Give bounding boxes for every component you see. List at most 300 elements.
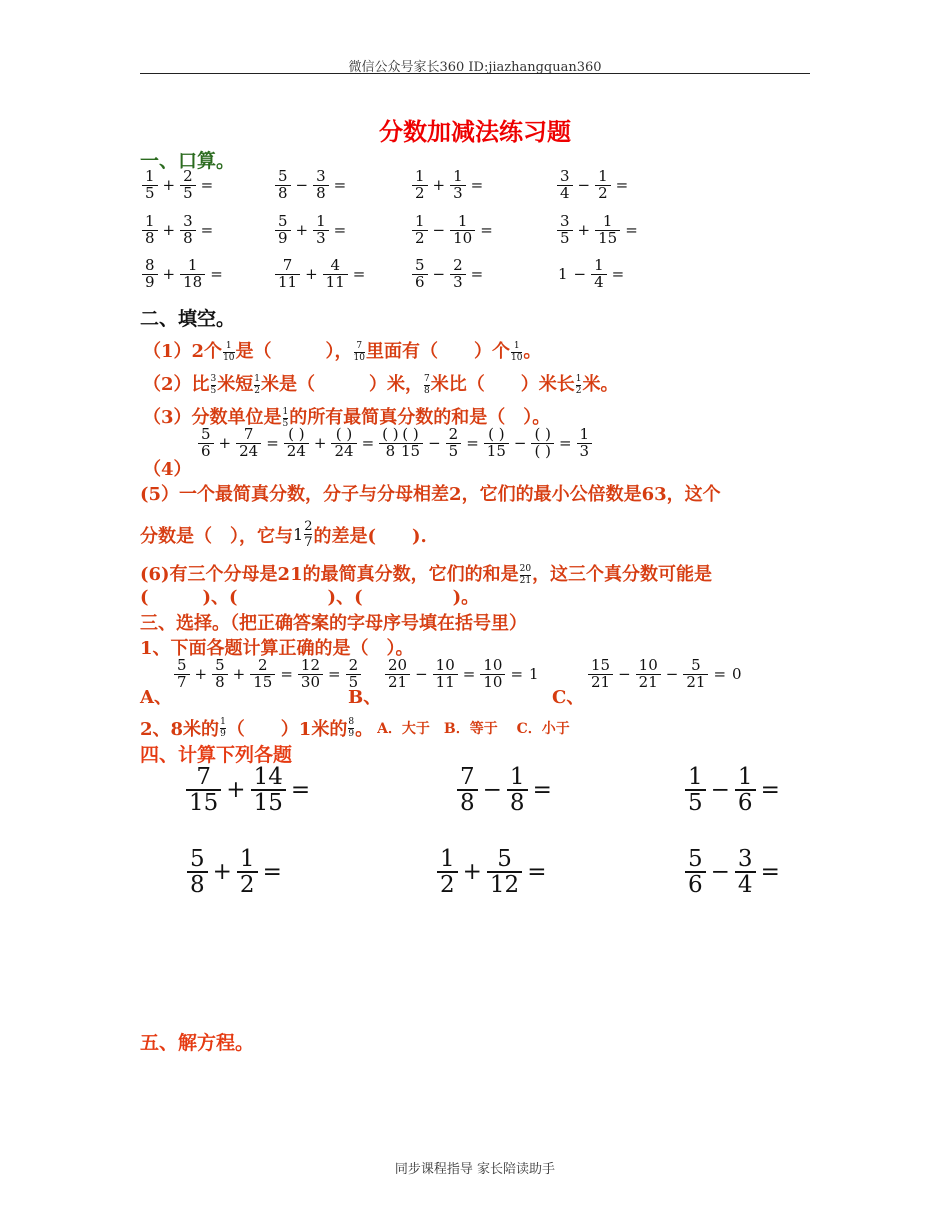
fraction bbox=[683, 658, 708, 691]
calc-item bbox=[683, 847, 783, 897]
numerator: ( ) bbox=[488, 425, 505, 443]
oral-calc-item bbox=[555, 258, 627, 291]
numerator: 14 bbox=[253, 764, 283, 790]
fraction bbox=[323, 258, 348, 291]
operator: − bbox=[482, 777, 502, 804]
fraction bbox=[211, 375, 217, 396]
denominator: 9 bbox=[348, 728, 355, 739]
operator: 1 bbox=[529, 665, 539, 684]
operator: + bbox=[305, 265, 318, 284]
denominator: 8 bbox=[278, 183, 288, 202]
denominator: 8 bbox=[190, 872, 205, 899]
denominator: 8 bbox=[183, 228, 193, 247]
denominator: 21 bbox=[638, 672, 658, 691]
fraction bbox=[595, 214, 620, 247]
numerator: 8 bbox=[348, 716, 355, 727]
operator: = bbox=[200, 176, 214, 195]
denominator: 2 bbox=[415, 183, 425, 202]
numerator: 2 bbox=[258, 656, 268, 674]
denominator: 30 bbox=[300, 672, 321, 691]
denominator: 24 bbox=[286, 441, 306, 460]
calc-item bbox=[184, 765, 313, 815]
operator: = bbox=[470, 265, 484, 284]
numerator: 1 bbox=[457, 212, 468, 230]
numerator: 1 bbox=[579, 425, 590, 443]
fill-question-4-label: （4） bbox=[143, 459, 192, 480]
denominator: 2 bbox=[254, 385, 260, 396]
numerator: 5 bbox=[215, 656, 225, 674]
oral-calc-item bbox=[140, 214, 216, 247]
operator: + bbox=[577, 221, 591, 240]
operator: + bbox=[313, 434, 327, 453]
operator: − bbox=[710, 859, 730, 886]
calc-item bbox=[435, 847, 549, 897]
numerator: 10 bbox=[638, 656, 658, 674]
operator: − bbox=[513, 434, 527, 453]
denominator: 5 bbox=[282, 418, 289, 429]
fraction bbox=[457, 765, 478, 815]
fraction bbox=[735, 847, 756, 897]
numerator: ( ) bbox=[335, 425, 353, 443]
fraction bbox=[591, 258, 607, 291]
operator: = bbox=[200, 221, 214, 240]
denominator: 3 bbox=[316, 228, 326, 247]
fraction bbox=[142, 214, 158, 247]
operator: + bbox=[432, 176, 446, 195]
numerator: 10 bbox=[483, 656, 503, 674]
fraction bbox=[180, 214, 196, 247]
operator: = bbox=[713, 665, 727, 684]
fraction bbox=[557, 214, 573, 247]
numerator: 1 bbox=[513, 340, 520, 351]
operator: = bbox=[611, 265, 625, 284]
fraction bbox=[223, 342, 234, 363]
numerator: 20 bbox=[519, 563, 532, 574]
numerator: 2 bbox=[453, 256, 463, 274]
numerator: ( ) bbox=[288, 425, 305, 443]
numerator: 5 bbox=[415, 256, 425, 274]
oral-calc-item bbox=[273, 169, 349, 202]
oral-calc-item bbox=[140, 258, 226, 291]
operator: + bbox=[232, 665, 246, 684]
denominator: 15 bbox=[189, 790, 219, 817]
operator: = bbox=[290, 777, 311, 804]
fraction bbox=[284, 427, 309, 460]
numerator: 1 bbox=[145, 212, 155, 230]
fraction bbox=[511, 342, 522, 363]
fraction bbox=[433, 658, 458, 691]
fraction bbox=[298, 658, 323, 691]
denominator: 5 bbox=[145, 183, 155, 202]
numerator: 7 bbox=[356, 340, 363, 351]
numerator: 2 bbox=[348, 656, 359, 674]
denominator: 9 bbox=[278, 228, 288, 247]
fraction bbox=[735, 765, 756, 815]
numerator: 5 bbox=[688, 846, 703, 872]
numerator: ( ) bbox=[382, 425, 399, 443]
denominator: 11 bbox=[435, 672, 455, 691]
fill-equation bbox=[396, 427, 594, 460]
denominator: 15 bbox=[486, 441, 506, 460]
numerator: 1 bbox=[316, 212, 326, 230]
numerator: 1 bbox=[440, 846, 455, 872]
fraction bbox=[348, 718, 354, 739]
numerator: 3 bbox=[316, 167, 326, 185]
fraction bbox=[198, 427, 214, 460]
fill-question-6-line1: (6)有三个分母是21的最简真分数，它们的和是 $\frac{20}{21}$ ，这三个真分数可能是 bbox=[140, 563, 713, 586]
denominator: 3 bbox=[453, 183, 463, 202]
fraction bbox=[450, 258, 466, 291]
oral-calc-item bbox=[555, 214, 641, 247]
fill-question-5-line2: 分数是（ ），它与 1 2 7 的差是( ). bbox=[140, 519, 427, 550]
fraction bbox=[212, 658, 228, 691]
numerator: ( ) bbox=[534, 425, 551, 443]
fraction bbox=[412, 214, 428, 247]
fill-equation bbox=[196, 427, 404, 460]
fraction bbox=[437, 847, 458, 897]
denominator: 24 bbox=[239, 441, 259, 460]
operator: − bbox=[710, 777, 730, 804]
denominator: 15 bbox=[253, 790, 283, 817]
denominator: 5 bbox=[560, 228, 570, 247]
fraction bbox=[450, 214, 475, 247]
denominator: 2 bbox=[598, 183, 608, 202]
header-rule bbox=[140, 73, 810, 74]
denominator: 6 bbox=[688, 872, 703, 899]
fraction bbox=[531, 427, 553, 460]
numerator: 5 bbox=[278, 167, 288, 185]
option-a-label: A、 bbox=[140, 687, 172, 708]
mixed-number: 1 2 7 bbox=[293, 519, 313, 550]
fraction bbox=[480, 658, 505, 691]
numerator: 20 bbox=[388, 656, 408, 674]
operator: = bbox=[760, 859, 780, 886]
operator: − bbox=[618, 665, 631, 684]
numerator: 7 bbox=[282, 256, 293, 274]
numerator: 3 bbox=[560, 167, 570, 185]
numerator: 5 bbox=[691, 656, 701, 674]
fraction bbox=[275, 169, 291, 202]
numerator: 10 bbox=[435, 656, 455, 674]
numerator: 5 bbox=[190, 846, 205, 872]
denominator: 5 bbox=[348, 672, 359, 691]
numerator: 7 bbox=[424, 373, 430, 384]
operator: = bbox=[760, 777, 780, 804]
numerator: 1 bbox=[575, 373, 582, 384]
operator: − bbox=[295, 176, 309, 195]
operator: + bbox=[218, 434, 232, 453]
denominator: 8 bbox=[509, 790, 525, 817]
fill-question-3: （3）分数单位是 $\frac{1}{5}$ 的所有最简真分数的和是（ ）。 bbox=[143, 406, 551, 429]
fill-question-5-line1: (5）一个最简真分数，分子与分母相差2，它们的最小公倍数是63，这个 bbox=[140, 484, 721, 505]
operator: = bbox=[466, 434, 479, 453]
operator: = bbox=[532, 777, 552, 804]
denominator: 5 bbox=[210, 385, 217, 396]
operator: − bbox=[665, 665, 679, 684]
operator: = bbox=[262, 859, 282, 886]
fraction bbox=[424, 375, 430, 396]
numerator: 1 bbox=[594, 256, 604, 274]
fraction bbox=[520, 565, 531, 586]
operator: + bbox=[162, 265, 176, 284]
fraction bbox=[557, 169, 573, 202]
option-b-label: B、 bbox=[348, 687, 382, 708]
numerator: 7 bbox=[243, 425, 254, 443]
page-title: 分数加减法练习题 bbox=[379, 117, 571, 146]
denominator: 8 bbox=[385, 441, 396, 460]
fraction bbox=[685, 765, 706, 815]
numerator: 1 bbox=[688, 764, 703, 790]
operator: + bbox=[162, 176, 176, 195]
numerator: 15 bbox=[591, 656, 611, 674]
operator: − bbox=[577, 176, 591, 195]
operator: = bbox=[470, 176, 484, 195]
numerator: 1 bbox=[239, 846, 255, 872]
numerator: 3 bbox=[183, 212, 193, 230]
option-c-label: C、 bbox=[552, 687, 585, 708]
fraction bbox=[588, 658, 613, 691]
numerator: 3 bbox=[737, 846, 753, 872]
numerator: 5 bbox=[177, 656, 187, 674]
fraction bbox=[354, 342, 365, 363]
denominator: 8 bbox=[316, 183, 326, 202]
denominator: 5 bbox=[448, 441, 459, 460]
denominator: 11 bbox=[325, 272, 345, 291]
numerator: 1 bbox=[225, 340, 232, 351]
fraction bbox=[186, 765, 221, 815]
fraction bbox=[142, 169, 158, 202]
denominator: 8 bbox=[424, 385, 430, 396]
numerator: 1 bbox=[254, 373, 260, 384]
numerator: 5 bbox=[497, 846, 512, 872]
fraction bbox=[412, 169, 428, 202]
numerator: 4 bbox=[330, 256, 340, 274]
operator: = bbox=[280, 665, 293, 684]
fraction bbox=[313, 169, 329, 202]
operator: = bbox=[352, 265, 366, 284]
operator: 0 bbox=[732, 665, 742, 684]
operator: = bbox=[510, 665, 524, 684]
numerator: 5 bbox=[201, 425, 211, 443]
numerator: 1 bbox=[187, 256, 198, 274]
denominator: 7 bbox=[177, 672, 187, 691]
fraction bbox=[180, 169, 196, 202]
operator: = bbox=[615, 176, 629, 195]
denominator: 24 bbox=[334, 441, 354, 460]
fraction bbox=[576, 375, 582, 396]
numerator: 7 bbox=[460, 764, 475, 790]
denominator: 10 bbox=[223, 352, 235, 363]
fraction bbox=[577, 427, 593, 460]
fill-question-2: （2）比 $\frac{3}{5}$ 米短 $\frac{1}{2}$ 米是（ ）米， $\frac{7}{8}$ 米比（ ）米长 $\frac{1}{2}$ 米。 bbox=[143, 373, 619, 396]
denominator: 8 bbox=[460, 790, 475, 817]
denominator: 4 bbox=[737, 872, 753, 899]
denominator: 2 bbox=[575, 385, 582, 396]
numerator: 3 bbox=[560, 212, 570, 230]
operator: + bbox=[226, 777, 246, 804]
operator: + bbox=[462, 859, 482, 886]
section3-heading: 三、选择。（把正确答案的字母序号填在括号里） bbox=[140, 613, 527, 634]
section5-heading: 五、解方程。 bbox=[140, 1032, 255, 1054]
denominator: 21 bbox=[591, 672, 611, 691]
fraction bbox=[254, 375, 260, 396]
operator: + bbox=[212, 859, 232, 886]
denominator: 4 bbox=[560, 183, 570, 202]
operator: = bbox=[480, 221, 493, 240]
numerator: 12 bbox=[300, 656, 321, 674]
fraction bbox=[275, 214, 291, 247]
calc-item bbox=[455, 765, 555, 815]
oral-calc-item bbox=[273, 258, 368, 291]
denominator: 9 bbox=[220, 728, 226, 739]
denominator: 3 bbox=[579, 441, 590, 460]
numerator: 1 bbox=[602, 212, 613, 230]
option-a-expression bbox=[172, 658, 363, 691]
denominator: 10 bbox=[353, 352, 365, 363]
operator: = bbox=[333, 176, 347, 195]
fill-question-6-line2: ( )、( )、( )。 bbox=[140, 587, 480, 608]
denominator: 15 bbox=[253, 672, 273, 691]
fraction bbox=[174, 658, 190, 691]
operator: = bbox=[333, 221, 347, 240]
fraction bbox=[251, 765, 286, 815]
numerator: 1 bbox=[509, 764, 525, 790]
operator: + bbox=[194, 665, 208, 684]
denominator: 2 bbox=[440, 872, 455, 899]
numerator: 1 bbox=[737, 764, 753, 790]
operator: + bbox=[295, 221, 309, 240]
denominator: 8 bbox=[215, 672, 225, 691]
numerator: 1 bbox=[415, 167, 425, 185]
numerator: 2 bbox=[183, 167, 193, 185]
denominator: 8 bbox=[145, 228, 155, 247]
fraction bbox=[180, 258, 205, 291]
operator: − bbox=[415, 665, 428, 684]
numerator: 2 bbox=[448, 425, 459, 443]
oral-calc-item bbox=[273, 214, 349, 247]
fraction bbox=[685, 847, 706, 897]
denominator: 6 bbox=[201, 441, 211, 460]
operator: = bbox=[462, 665, 476, 684]
fraction bbox=[250, 658, 275, 691]
operator: = bbox=[527, 859, 547, 886]
denominator: 12 bbox=[489, 872, 520, 899]
fraction bbox=[236, 427, 261, 460]
denominator: 5 bbox=[688, 790, 703, 817]
oral-calc-item bbox=[140, 169, 216, 202]
numerator: 7 bbox=[196, 764, 211, 790]
fraction bbox=[313, 214, 329, 247]
operator: = bbox=[266, 434, 279, 453]
denominator: 4 bbox=[594, 272, 604, 291]
denominator: 2 bbox=[239, 872, 255, 899]
denominator: 18 bbox=[183, 272, 203, 291]
numerator: 8 bbox=[145, 256, 155, 274]
section1-heading: 一、口算。 bbox=[140, 150, 236, 172]
denominator: 21 bbox=[519, 575, 532, 586]
denominator: 10 bbox=[510, 352, 523, 363]
choice-options: A．大于 B．等于 C．小于 bbox=[377, 721, 570, 737]
denominator: 3 bbox=[453, 272, 463, 291]
denominator: 6 bbox=[415, 272, 425, 291]
numerator: 1 bbox=[145, 167, 155, 185]
choice-question-2: 2、8米的 1 9 （ ）1米的 8 9 。 A．大于 B．等于 C．小于 bbox=[140, 716, 570, 740]
fraction bbox=[595, 169, 611, 202]
fraction bbox=[331, 427, 356, 460]
fill-question-1: （1）2个 $\frac{1}{10}$ 是（ ）， $\frac{7}{10}$ 里面有（ ）个 $\frac{1}{10}$ 。 bbox=[143, 340, 542, 363]
page-footer: 同步课程指导 家长陪读助手 bbox=[394, 1162, 556, 1177]
numerator: 1 bbox=[282, 406, 289, 417]
operator: − bbox=[428, 434, 441, 453]
calc-item bbox=[185, 847, 285, 897]
operator: − bbox=[432, 221, 446, 240]
operator: = bbox=[361, 434, 375, 453]
numerator: 1 bbox=[598, 167, 608, 185]
numerator: 1 bbox=[415, 212, 425, 230]
operator: 1 bbox=[558, 265, 568, 284]
fraction bbox=[187, 847, 208, 897]
fraction bbox=[220, 718, 226, 739]
option-c-expression bbox=[586, 658, 745, 691]
operator: = bbox=[625, 221, 638, 240]
fraction bbox=[237, 847, 258, 897]
fraction bbox=[398, 427, 423, 460]
denominator: 11 bbox=[278, 272, 298, 291]
operator: − bbox=[573, 265, 587, 284]
operator: = bbox=[328, 665, 341, 684]
fraction bbox=[142, 258, 158, 291]
numerator: 1 bbox=[453, 167, 463, 185]
denominator: 10 bbox=[453, 228, 473, 247]
denominator: 9 bbox=[145, 272, 155, 291]
denominator: ( ) bbox=[534, 441, 551, 460]
section4-heading: 四、计算下列各题 bbox=[140, 744, 293, 766]
numerator: 3 bbox=[210, 373, 217, 384]
fraction bbox=[507, 765, 528, 815]
operator: = bbox=[210, 265, 223, 284]
denominator: 21 bbox=[686, 672, 706, 691]
denominator: 15 bbox=[401, 441, 421, 460]
choice-question-1: 1、下面各题计算正确的是（ ）。 bbox=[140, 638, 414, 659]
denominator: 6 bbox=[737, 790, 753, 817]
denominator: 5 bbox=[183, 183, 193, 202]
operator: − bbox=[432, 265, 446, 284]
oral-calc-item bbox=[410, 169, 486, 202]
denominator: 15 bbox=[598, 228, 618, 247]
numerator: ( ) bbox=[402, 425, 419, 443]
fraction bbox=[636, 658, 661, 691]
oral-calc-item bbox=[555, 169, 631, 202]
denominator: 21 bbox=[388, 672, 408, 691]
operator: = bbox=[558, 434, 572, 453]
fraction bbox=[446, 427, 462, 460]
oral-calc-item bbox=[410, 258, 486, 291]
calc-item bbox=[683, 765, 783, 815]
numerator: 5 bbox=[278, 212, 288, 230]
page-header: 微信公众号家长360 ID:jiazhangquan360 bbox=[348, 60, 602, 75]
option-b-expression bbox=[383, 658, 542, 691]
operator: + bbox=[162, 221, 176, 240]
fraction bbox=[412, 258, 428, 291]
oral-calc-item bbox=[410, 214, 496, 247]
fraction bbox=[487, 847, 522, 897]
fraction bbox=[450, 169, 466, 202]
fraction bbox=[385, 658, 410, 691]
fraction bbox=[484, 427, 509, 460]
section2-heading: 二、填空。 bbox=[140, 308, 236, 330]
fraction bbox=[275, 258, 300, 291]
denominator: 2 bbox=[415, 228, 425, 247]
